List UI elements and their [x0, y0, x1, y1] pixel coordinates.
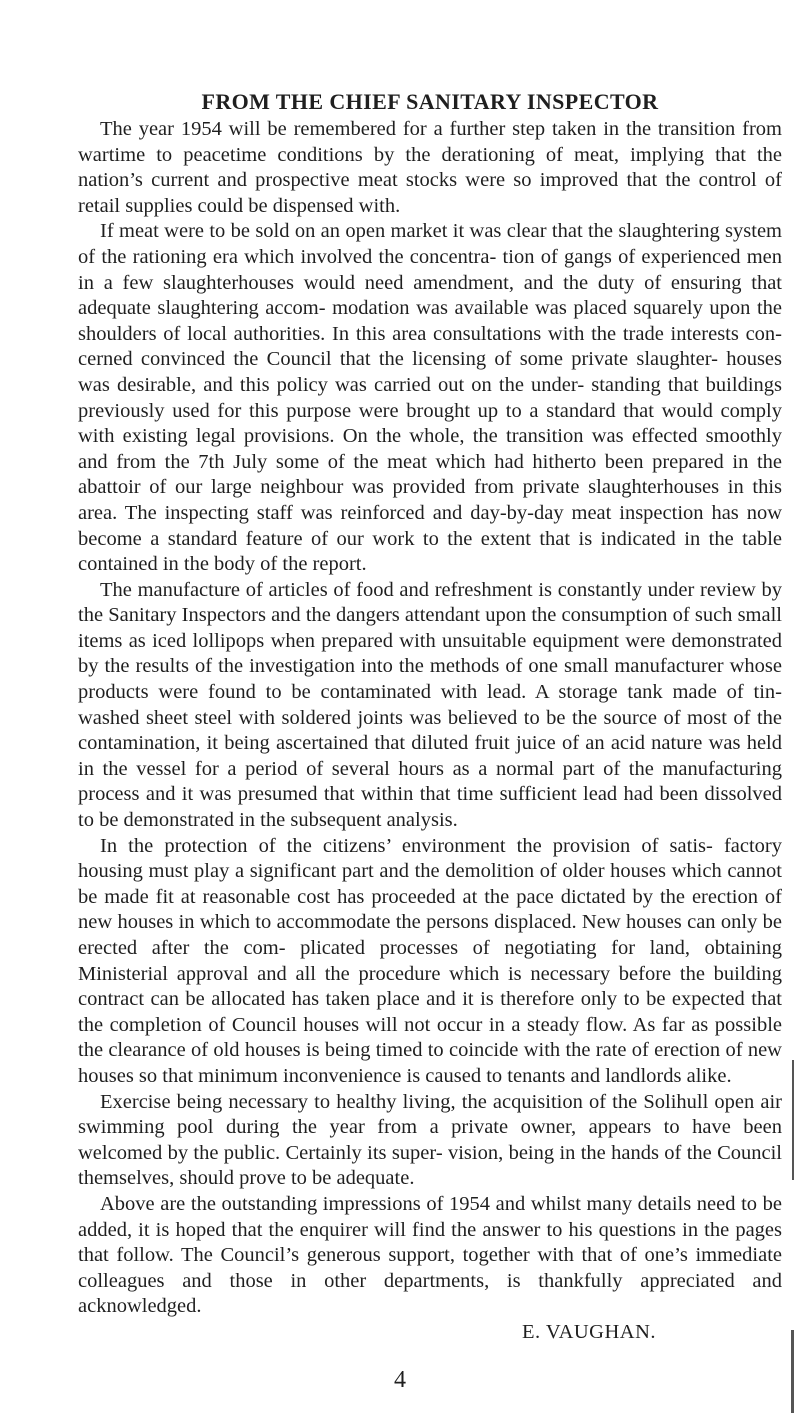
page-number: 4	[394, 1367, 406, 1393]
paragraph-slaughterhouses: If meat were to be sold on an open market it was clear that the slaughtering system of the rationing era which involved the concentra- tion of gangs of experienced men in a few slaughterhouses would need amendment, and the duty of ensuring that adequate slaughtering accom- modation was available was placed squarely upon the shoulders of local authorities. In this area consultations with the trade interests con- cerned convinced the Council that the licensing of some private slaughter- houses was desirable, and this policy was carried out on the under- standing that buildings previously used for this purpose were brought up to a standard that would comply with existing legal provisions. On the whole, the transition was effected smoothly and from the 7th July some of the meat which had hitherto been prepared in the abattoir of our large neighbour was provided from private slaughterhouses in this area. The inspecting staff was reinforced and day-by-day meat inspection has now become a standard feature of our work to the extent that is indicated in the table contained in the body of the report.	[78, 220, 782, 576]
paragraph-swimming-pool: Exercise being necessary to healthy living, the acquisition of the Solihull open air swimming pool during the year from a private owner, appears to have been welcomed by the public. Certainly its super- vision, being in the hands of the Council themselves, should prove to be adequate.	[78, 1090, 782, 1190]
report-page	[78, 88, 782, 1346]
page-heading: FROM THE CHIEF SANITARY INSPECTOR	[201, 89, 659, 114]
paragraph-housing: In the protection of the citizens’ environment the provision of satis- factory housing must play a significant part and the demolition of older houses which cannot be made fit at reasonable cost has proceeded at the pace dictated by the erection of new houses in which to accommodate the persons displaced. New houses can only be erected after the com- plicated processes of negotiating for land, obtaining Ministerial approval and all the procedure which is necessary before the building contract can be allocated has taken place and it is therefore only to be expected that the completion of Council houses will not occur in a steady flow. As far as possible the clearance of old houses is being timed to coincide with the rate of erection of new houses so that minimum inconvenience is caused to tenants and landlords alike.	[78, 834, 782, 1087]
scan-edge-mark-lower	[791, 1330, 794, 1413]
paragraph-derationing: The year 1954 will be remembered for a further step taken in the transition from wartime to peacetime conditions by the derationing of meat, implying that the nation’s current and prospective meat stocks were so improved that the control of retail supplies could be dispensed with.	[78, 118, 782, 217]
paragraph-food-manufacture: The manufacture of articles of food and refreshment is constantly under review by the Sanitary Inspectors and the dangers attendant upon the consumption of such small items as iced lollipops when prepared with unsuitable equipment were demonstrated by the results of the investigation into the methods of one small manufacturer whose products were found to be contaminated with lead. A storage tank made of tin- washed sheet steel with soldered joints was believed to be the source of most of the contamination, it being ascertained that diluted fruit juice of an acid nature was held in the vessel for a period of several hours as a normal part of the manufacturing process and it was presumed that within that time sufficient lead had been dissolved to be demonstrated in the subsequent analysis.	[78, 578, 782, 832]
scan-edge-mark	[792, 1060, 794, 1180]
signature: E. VAUGHAN.	[522, 1320, 657, 1343]
paragraph-closing: Above are the outstanding impressions of 1954 and whilst many details need to be added, it is hoped that the enquirer will find the answer to his questions in the pages that follow. The Council’s generous support, together with that of one’s immediate colleagues and those in other departments, is thankfully appreciated and acknowledged.	[78, 1192, 782, 1318]
